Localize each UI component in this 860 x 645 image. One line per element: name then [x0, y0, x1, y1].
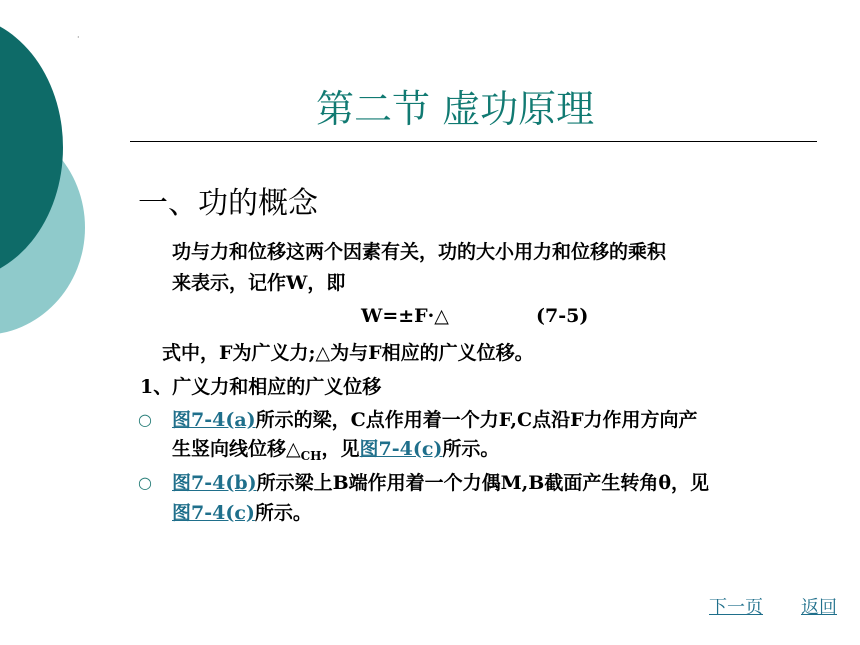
back-link[interactable]: 返回: [801, 597, 837, 618]
paragraph-explanation: 式中，F为广义力;△为与F相应的广义位移。: [162, 342, 534, 364]
formula: W=±F·△: [361, 305, 449, 327]
figure-link[interactable]: 图7-4(a): [172, 409, 256, 431]
title-divider: [130, 141, 817, 142]
bullet-line: [172, 468, 709, 495]
bullet-text: 所示的梁，C点作用着一个力F,C点沿F力作用方向产: [255, 409, 698, 431]
bullet-text: 所示。: [442, 438, 500, 460]
slide-title: 第二节 虚功原理: [316, 87, 595, 131]
bullet-line: [172, 498, 312, 525]
paragraph-line: 功与力和位移这两个因素有关，功的大小用力和位移的乘积: [172, 241, 667, 263]
figure-link[interactable]: 图7-4(b): [172, 472, 257, 494]
bullet-text: 生竖向线位移△: [172, 438, 301, 460]
bullet-text: 所示梁上B端作用着一个力偶M,B截面产生转角θ，见: [256, 472, 710, 494]
next-page-link[interactable]: 下一页: [709, 597, 763, 618]
figure-link[interactable]: 图7-4(c): [172, 502, 255, 524]
bullet-text: 所示。: [254, 502, 312, 524]
formula-number: (7-5): [536, 305, 589, 327]
bullet-line: [172, 434, 499, 463]
decorative-dot: ·: [77, 33, 80, 42]
figure-link[interactable]: 图7-4(c): [359, 438, 443, 460]
subscript: CH: [300, 448, 322, 463]
bullet-icon: ○: [138, 473, 152, 492]
section-heading: 一、功的概念: [138, 186, 318, 221]
bullet-line: [172, 405, 698, 432]
paragraph-line: 来表示，记作W，即: [172, 272, 346, 294]
bullet-text: ，见: [321, 438, 360, 460]
bullet-icon: ○: [138, 410, 152, 429]
subheading: 1、广义力和相应的广义位移: [140, 376, 382, 398]
